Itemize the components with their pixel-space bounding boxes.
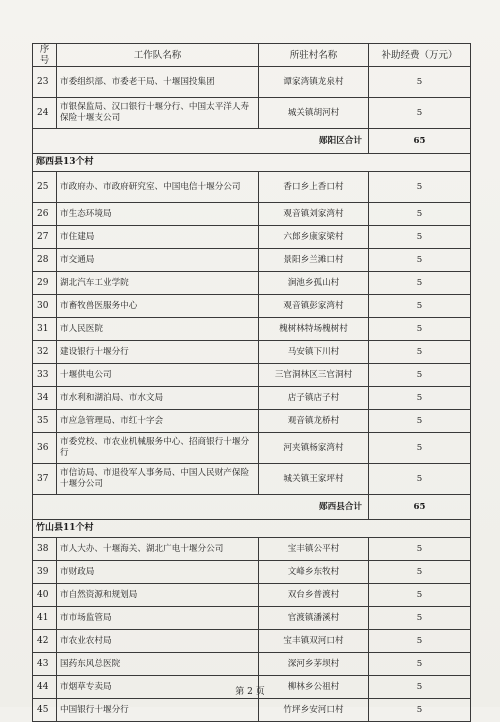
subtotal-value: 65 <box>369 129 471 154</box>
subtotal-row <box>33 495 471 520</box>
table-row <box>33 410 471 433</box>
county-heading: 郧西县13个村 <box>33 154 471 172</box>
row-fund: 5 <box>369 538 471 561</box>
row-fund: 5 <box>369 676 471 699</box>
row-village: 观音镇彭家湾村 <box>259 295 369 318</box>
row-team: 市交通局 <box>57 249 259 272</box>
row-no: 44 <box>33 676 57 699</box>
row-fund: 5 <box>369 341 471 364</box>
row-fund: 5 <box>369 464 471 495</box>
row-fund: 5 <box>369 410 471 433</box>
table-row <box>33 464 471 495</box>
row-team: 市信访局、市退役军人事务局、中国人民财产保险十堰分公司 <box>57 464 259 495</box>
funding-table <box>32 43 471 722</box>
row-no: 26 <box>33 203 57 226</box>
row-village: 文峰乡东牧村 <box>259 561 369 584</box>
row-no: 33 <box>33 364 57 387</box>
row-no: 24 <box>33 98 57 129</box>
page-number: 第 2 页 <box>235 687 265 697</box>
table-row <box>33 387 471 410</box>
row-village: 六郎乡康家梁村 <box>259 226 369 249</box>
row-village: 观音镇龙桥村 <box>259 410 369 433</box>
table-row <box>33 433 471 464</box>
row-team: 建设银行十堰分行 <box>57 341 259 364</box>
row-village: 三官洞林区三官洞村 <box>259 364 369 387</box>
row-team: 中国银行十堰分行 <box>57 699 259 722</box>
table-row <box>33 607 471 630</box>
table-row <box>33 318 471 341</box>
table-row <box>33 561 471 584</box>
row-no: 25 <box>33 172 57 203</box>
row-village: 宝丰镇双河口村 <box>259 630 369 653</box>
row-no: 31 <box>33 318 57 341</box>
table-row <box>33 172 471 203</box>
row-village: 谭家湾镇龙泉村 <box>259 67 369 98</box>
row-fund: 5 <box>369 653 471 676</box>
row-village: 河夹镇杨家湾村 <box>259 433 369 464</box>
row-no: 40 <box>33 584 57 607</box>
row-team: 市畜牧兽医服务中心 <box>57 295 259 318</box>
row-no: 45 <box>33 699 57 722</box>
row-team: 市烟草专卖局 <box>57 676 259 699</box>
row-fund: 5 <box>369 203 471 226</box>
row-village: 马安镇下川村 <box>259 341 369 364</box>
row-no: 29 <box>33 272 57 295</box>
table-row <box>33 203 471 226</box>
row-village: 槐树林特场槐树村 <box>259 318 369 341</box>
table-row <box>33 630 471 653</box>
subtotal-label: 郧西县合计 <box>33 495 369 520</box>
row-village: 涧池乡孤山村 <box>259 272 369 295</box>
table-row <box>33 98 471 129</box>
table-row <box>33 226 471 249</box>
row-team: 市水利和湖泊局、市水文局 <box>57 387 259 410</box>
row-no: 42 <box>33 630 57 653</box>
row-team: 市住建局 <box>57 226 259 249</box>
row-fund: 5 <box>369 630 471 653</box>
row-fund: 5 <box>369 387 471 410</box>
row-fund: 5 <box>369 364 471 387</box>
row-fund: 5 <box>369 607 471 630</box>
row-team: 市生态环境局 <box>57 203 259 226</box>
row-team: 市委组织部、市委老干局、十堰国投集团 <box>57 67 259 98</box>
row-no: 23 <box>33 67 57 98</box>
table-row <box>33 364 471 387</box>
row-team: 市市场监管局 <box>57 607 259 630</box>
row-no: 27 <box>33 226 57 249</box>
row-village: 双台乡普渡村 <box>259 584 369 607</box>
header-fund: 补助经费（万元） <box>369 44 471 67</box>
subtotal-row <box>33 129 471 154</box>
row-no: 43 <box>33 653 57 676</box>
row-village: 竹坪乡安河口村 <box>259 699 369 722</box>
row-village: 柳林乡公祖村 <box>259 676 369 699</box>
row-team: 市政府办、市政府研究室、中国电信十堰分公司 <box>57 172 259 203</box>
row-fund: 5 <box>369 226 471 249</box>
subtotal-value: 65 <box>369 495 471 520</box>
row-fund: 5 <box>369 249 471 272</box>
row-no: 38 <box>33 538 57 561</box>
row-no: 32 <box>33 341 57 364</box>
row-no: 37 <box>33 464 57 495</box>
row-team: 市应急管理局、市红十字会 <box>57 410 259 433</box>
row-team: 市财政局 <box>57 561 259 584</box>
row-village: 城关镇胡河村 <box>259 98 369 129</box>
row-no: 34 <box>33 387 57 410</box>
row-team: 市人民医院 <box>57 318 259 341</box>
table-row <box>33 341 471 364</box>
row-fund: 5 <box>369 98 471 129</box>
row-team: 国药东风总医院 <box>57 653 259 676</box>
header-village: 所驻村名称 <box>259 44 369 67</box>
table-row <box>33 584 471 607</box>
row-fund: 5 <box>369 318 471 341</box>
row-no: 39 <box>33 561 57 584</box>
row-team: 湖北汽车工业学院 <box>57 272 259 295</box>
row-fund: 5 <box>369 67 471 98</box>
row-village: 香口乡上香口村 <box>259 172 369 203</box>
county-heading-row <box>33 154 471 172</box>
row-village: 深河乡茅坝村 <box>259 653 369 676</box>
row-fund: 5 <box>369 172 471 203</box>
row-no: 41 <box>33 607 57 630</box>
county-heading: 竹山县11个村 <box>33 520 471 538</box>
row-no: 36 <box>33 433 57 464</box>
row-no: 30 <box>33 295 57 318</box>
row-team: 十堰供电公司 <box>57 364 259 387</box>
row-team: 市银保监局、汉口银行十堰分行、中国太平洋人寿保险十堰支公司 <box>57 98 259 129</box>
row-fund: 5 <box>369 295 471 318</box>
table-row <box>33 67 471 98</box>
row-fund: 5 <box>369 433 471 464</box>
row-team: 市农业农村局 <box>57 630 259 653</box>
table-row <box>33 699 471 722</box>
row-fund: 5 <box>369 561 471 584</box>
row-fund: 5 <box>369 699 471 722</box>
row-team: 市人大办、十堰海关、湖北广电十堰分公司 <box>57 538 259 561</box>
row-village: 宝丰镇公平村 <box>259 538 369 561</box>
row-no: 35 <box>33 410 57 433</box>
row-village: 官渡镇潘溪村 <box>259 607 369 630</box>
row-village: 店子镇店子村 <box>259 387 369 410</box>
table-row <box>33 538 471 561</box>
row-team: 市委党校、市农业机械服务中心、招商银行十堰分行 <box>57 433 259 464</box>
row-no: 28 <box>33 249 57 272</box>
row-fund: 5 <box>369 272 471 295</box>
subtotal-label: 郧阳区合计 <box>33 129 369 154</box>
table-row <box>33 272 471 295</box>
row-village: 景阳乡兰滩口村 <box>259 249 369 272</box>
table-row <box>33 249 471 272</box>
row-fund: 5 <box>369 584 471 607</box>
header-team: 工作队名称 <box>57 44 259 67</box>
row-team: 市自然资源和规划局 <box>57 584 259 607</box>
row-village: 观音镇刘家湾村 <box>259 203 369 226</box>
table-row <box>33 295 471 318</box>
table-header-row <box>33 44 471 67</box>
header-no: 序号 <box>33 44 57 67</box>
county-heading-row <box>33 520 471 538</box>
table-row <box>33 653 471 676</box>
row-village: 城关镇王家坪村 <box>259 464 369 495</box>
